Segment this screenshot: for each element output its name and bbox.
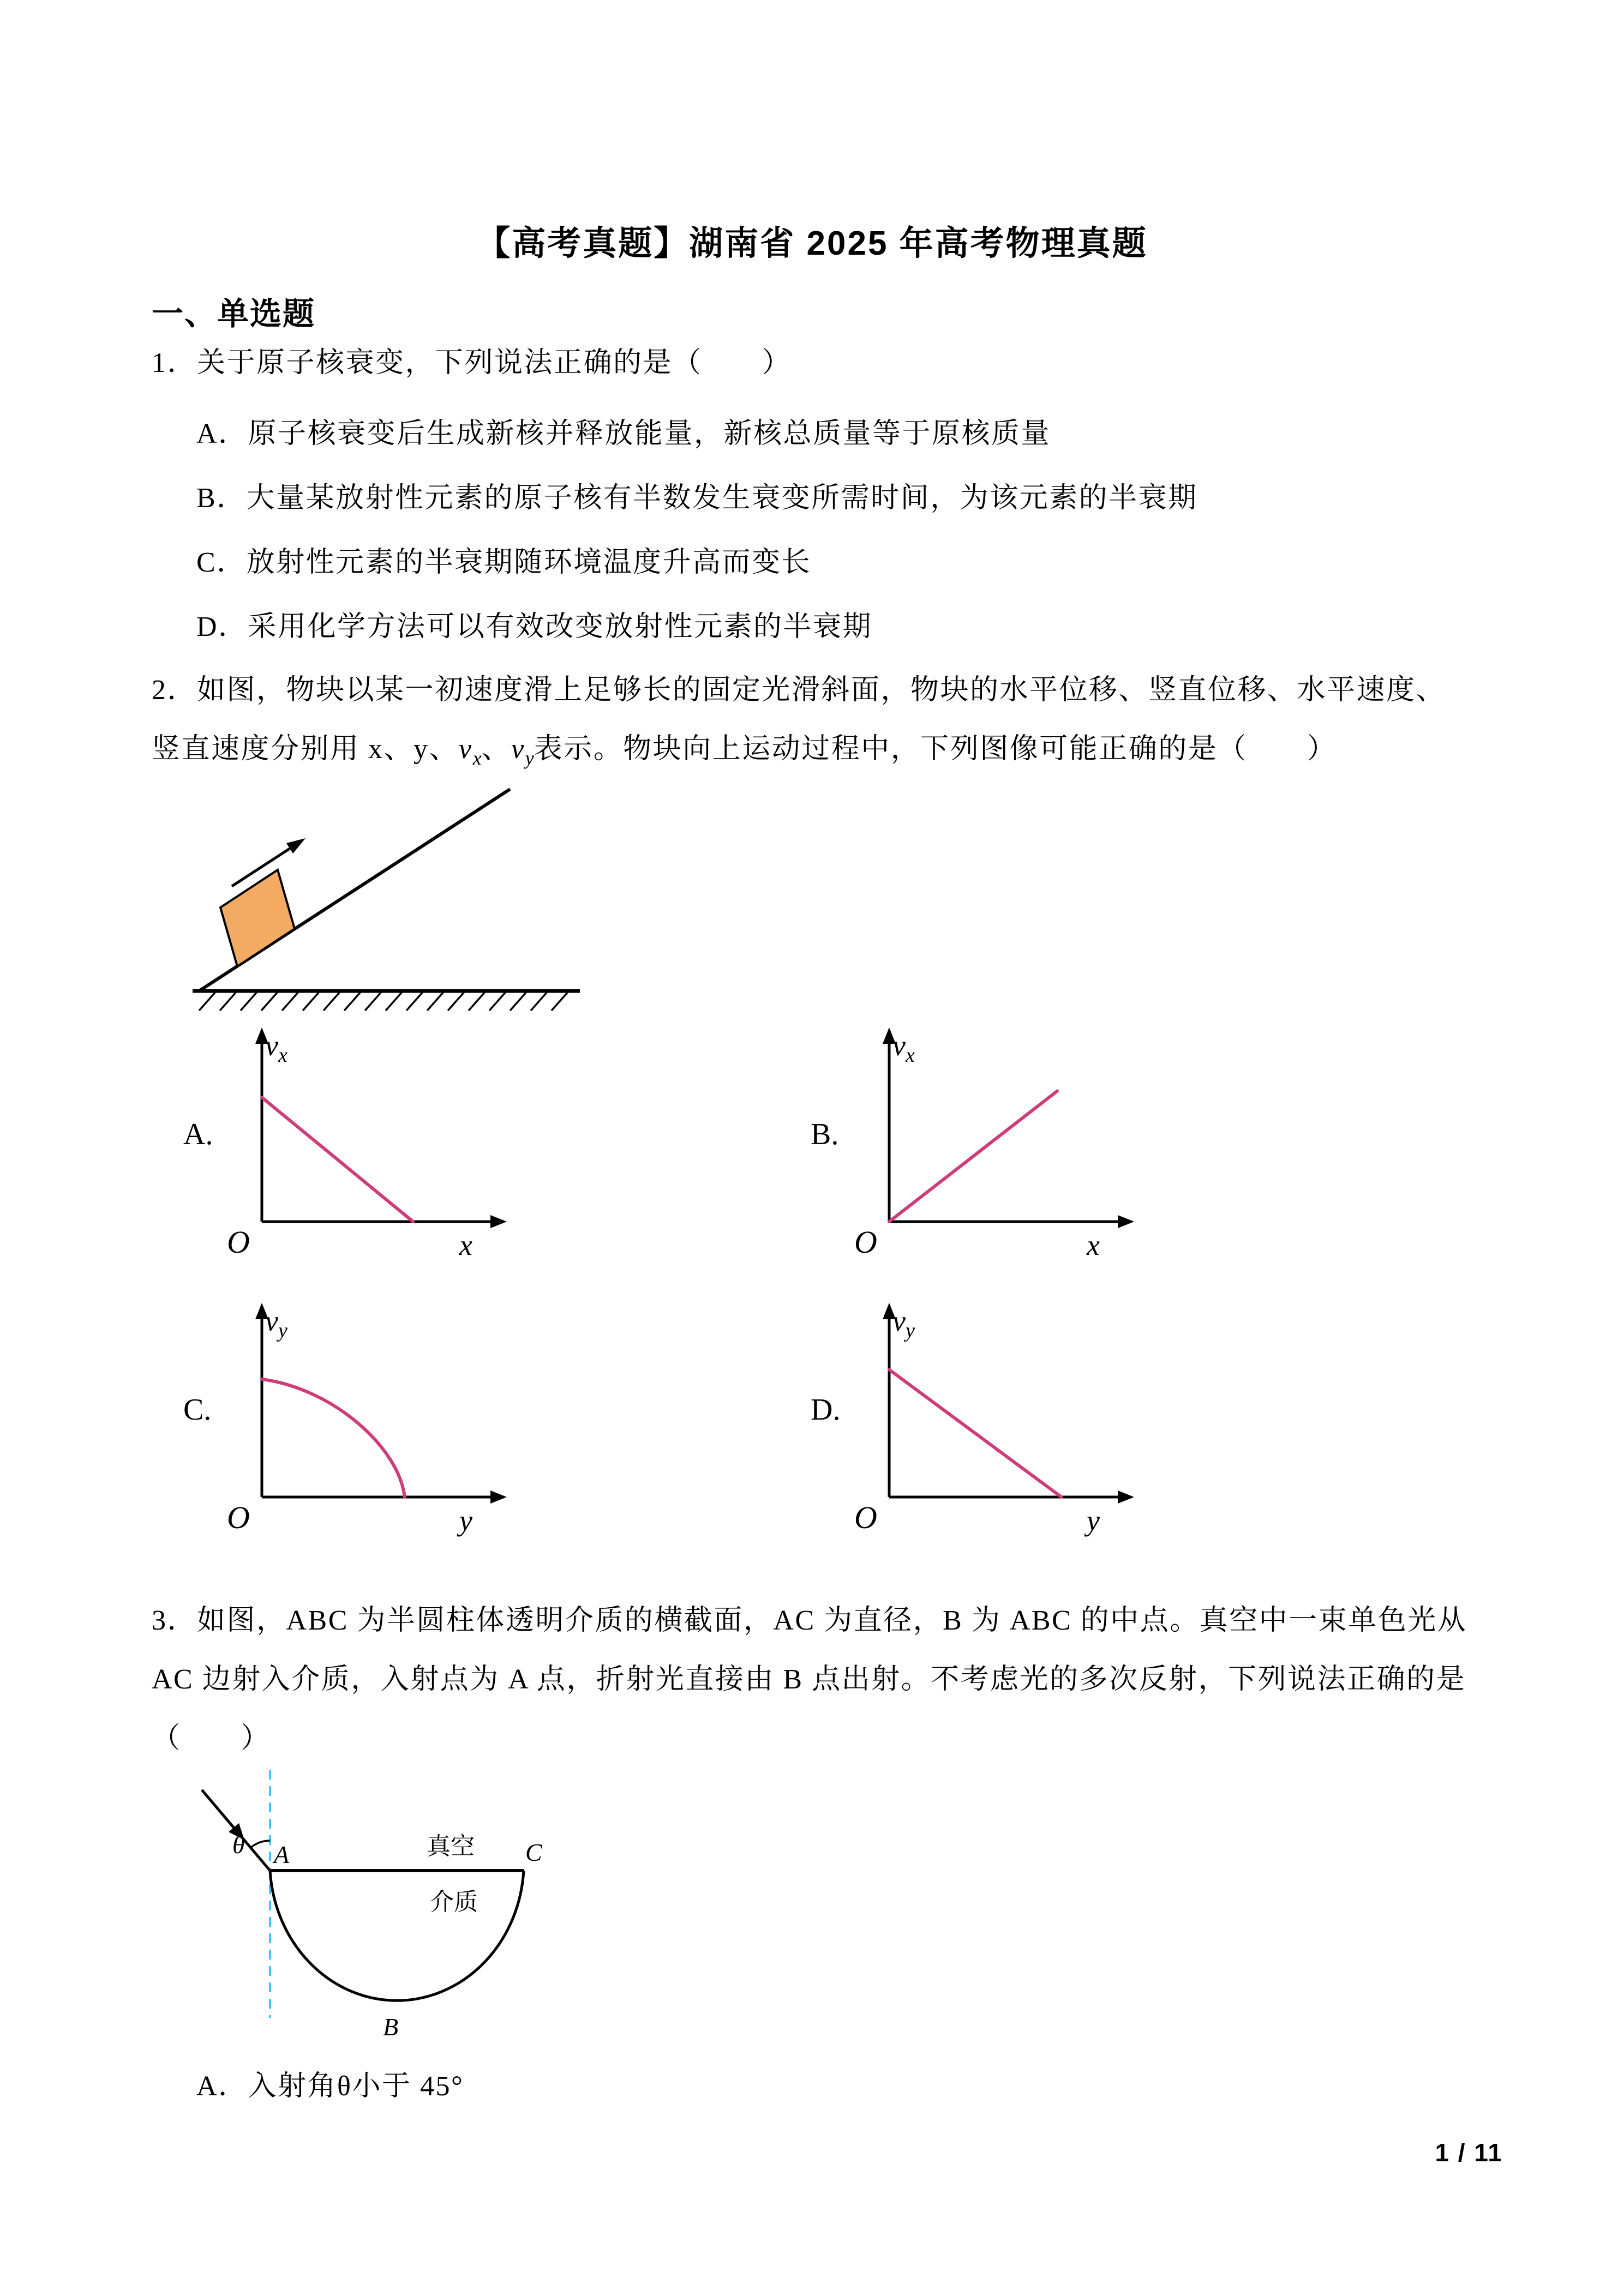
graph-b-curve [889,1091,1057,1222]
q2-vx-subscript: x [472,747,482,769]
q1-option-b: B．大量某放射性元素的原子核有半数发生衰变所需时间，为该元素的半衰期 [196,483,1198,514]
incline-figure [183,777,586,1012]
initial-velocity-arrowhead [286,838,305,854]
graph-c-origin-label: O [227,1500,250,1535]
graph-a-letter: A. [183,1117,213,1151]
graph-option-c [180,1301,540,1557]
graph-c-curve [262,1379,405,1497]
graph-option-d [807,1301,1167,1557]
graph-a-yaxis-label: $v_x$ [265,1029,287,1067]
q2-stem-line2 [152,725,1337,770]
q1-stem: 1．关于原子核衰变，下列说法正确的是（ ） [152,347,792,378]
block-on-incline [220,870,295,966]
graph-b-origin-label: O [854,1224,877,1260]
graph-a-curve [262,1097,413,1222]
q1-option-a: A．原子核衰变后生成新核并释放能量，新核总质量等于原核质量 [196,418,1051,449]
ground-hatching [199,992,568,1011]
q3-stem-line3: （ ） [152,1723,271,1754]
graph-d-curve [889,1369,1062,1497]
graph-d-letter: D. [811,1393,841,1427]
graph-b-letter: B. [811,1117,839,1151]
graph-option-b [807,1025,1167,1282]
semicircle-arc [270,1871,524,2000]
point-a-label: A [274,1841,290,1868]
graph-d-xaxis-label: y [1087,1504,1100,1537]
vacuum-label: 真空 [427,1833,475,1860]
optics-figure [180,1767,562,2040]
section-heading: 一、单选题 [152,296,316,332]
graph-c-yaxis-label: $v_y$ [265,1305,287,1342]
graph-c-xaxis-label: y [459,1504,472,1537]
medium-label: 介质 [430,1889,478,1915]
point-b-label: B [383,2013,399,2040]
page-title: 【高考真题】湖南省 2025 年高考物理真题 [476,225,1148,262]
q3-option-a: A．入射角θ小于 45° [196,2071,464,2102]
graph-option-a [180,1025,540,1282]
q3-stem-line2: AC 边射入介质，入射点为 A 点，折射光直接由 B 点出射。不考虑光的多次反射，下列说法正确的是 [152,1664,1466,1695]
graph-c-letter: C. [183,1393,212,1427]
graph-a-xaxis-label: x [459,1229,472,1261]
page-number: 1 / 11 [1435,2138,1503,2167]
q2-line2-mid: 、 [481,734,512,765]
q3-stem-line1: 3．如图，ABC 为半圆柱体透明介质的横截面，AC 为直径，B 为 ABC 的中点。真空中一束单色光从 [152,1605,1467,1636]
q2-vy-subscript: y [525,747,534,769]
q2-vy-symbol: v [511,734,525,765]
q1-option-c: C．放射性元素的半衰期随环境温度升高而变长 [196,547,812,578]
point-c-label: C [525,1838,542,1866]
graph-b-xaxis-label: x [1087,1229,1100,1261]
q1-option-d: D．采用化学方法可以有效改变放射性元素的半衰期 [196,611,873,642]
q2-line2-post: 表示。物块向上运动过程中，下列图像可能正确的是（ ） [534,734,1337,765]
graph-d-yaxis-label: $v_y$ [892,1305,915,1342]
q2-line2-pre: 竖直速度分别用 x、y、 [152,734,459,765]
graph-d-origin-label: O [854,1500,877,1535]
theta-label: θ [232,1831,245,1859]
graph-a-origin-label: O [227,1224,250,1260]
incidence-angle-arc [251,1841,271,1848]
graph-b-yaxis-label: $v_x$ [892,1029,915,1067]
q2-stem-line1: 2．如图，物块以某一初速度滑上足够长的固定光滑斜面，物块的水平位移、竖直位移、水平速度、 [152,675,1446,706]
q2-vx-symbol: v [459,734,473,765]
